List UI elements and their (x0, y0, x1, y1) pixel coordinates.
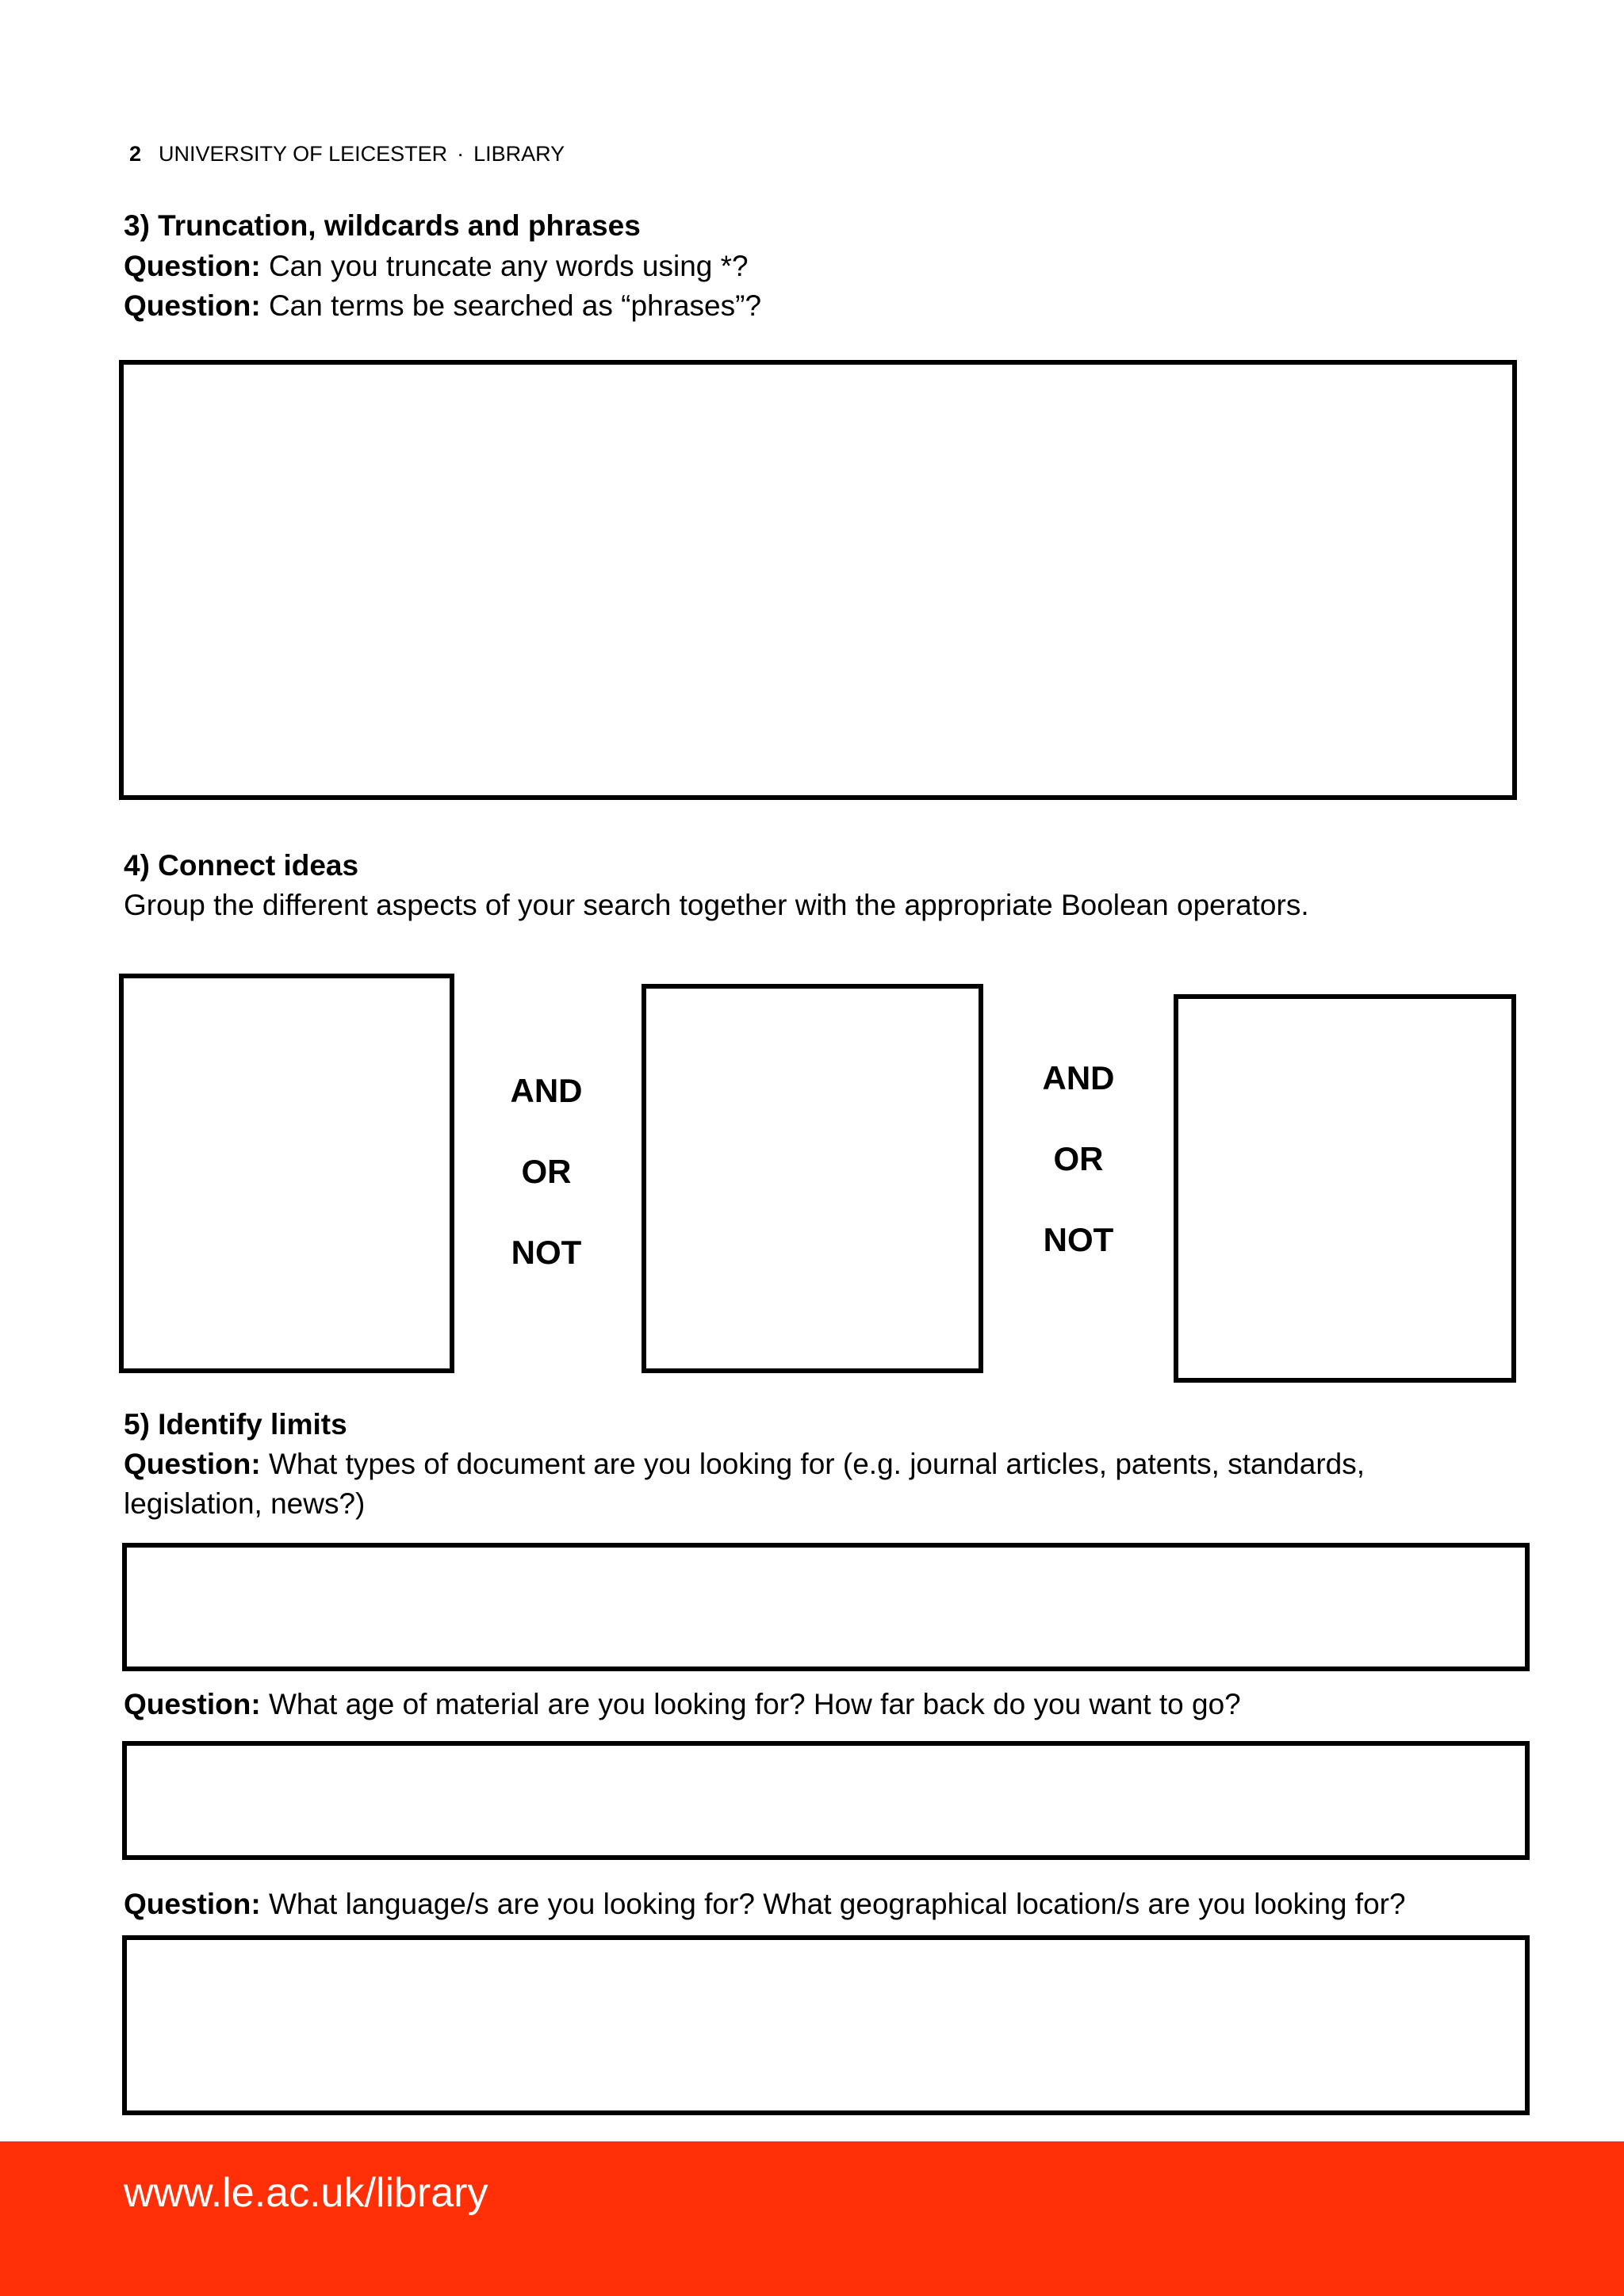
operator-not: NOT (511, 1234, 582, 1271)
footer-url-link[interactable]: www.le.ac.uk/library (124, 2170, 488, 2216)
question-text: What language/s are you looking for? What geographical location/s are you looking for? (260, 1888, 1406, 1920)
question-label: Question: (124, 1688, 261, 1720)
section4-instruction: Group the different aspects of your search together with the appropriate Boolean operators. (124, 889, 1309, 921)
document-types-answer-box[interactable] (122, 1543, 1530, 1671)
question-label: Question: (124, 1888, 261, 1920)
concept-box-3[interactable] (1174, 994, 1516, 1383)
section3-heading: 3) Truncation, wildcards and phrases (124, 209, 641, 242)
section3-question-truncate (124, 247, 749, 286)
section3-answer-box[interactable] (119, 360, 1517, 800)
operator-not: NOT (1043, 1221, 1114, 1258)
age-answer-box[interactable] (122, 1741, 1530, 1860)
section5-question-document-types-cont: legislation, news?) (124, 1487, 366, 1520)
question-label: Question: (124, 250, 261, 282)
section5-heading: 5) Identify limits (124, 1408, 347, 1441)
section3-question-phrases (124, 286, 761, 326)
section5-question-language (124, 1885, 1406, 1924)
page-number: 2 (129, 142, 142, 166)
section5-question-document-types (124, 1445, 1365, 1484)
operator-and: AND (510, 1072, 583, 1109)
question-label: Question: (124, 289, 261, 322)
question-text: Can you truncate any words using *? (260, 250, 749, 282)
running-header (129, 141, 565, 166)
language-answer-box[interactable] (122, 1935, 1530, 2115)
question-label: Question: (124, 1448, 261, 1480)
section4-heading: 4) Connect ideas (124, 849, 359, 882)
operator-and: AND (1042, 1059, 1115, 1096)
header-organization: UNIVERSITY OF LEICESTER (159, 142, 448, 166)
question-text: What age of material are you looking for? How far back do you want to go? (260, 1688, 1241, 1720)
header-department: LIBRARY (473, 142, 565, 166)
operator-or: OR (521, 1153, 572, 1190)
footer-band (0, 2141, 1624, 2296)
concept-box-1[interactable] (119, 974, 454, 1373)
question-text: Can terms be searched as “phrases”? (260, 289, 762, 322)
boolean-operators-1 (483, 1050, 610, 1293)
header-separator: · (457, 142, 465, 166)
question-text: What types of document are you looking for (e.g. journal articles, patents, standards, (260, 1448, 1365, 1480)
concept-box-2[interactable] (642, 984, 983, 1373)
boolean-operators-2 (1015, 1038, 1142, 1280)
operator-or: OR (1053, 1140, 1104, 1177)
section5-question-age (124, 1685, 1241, 1724)
